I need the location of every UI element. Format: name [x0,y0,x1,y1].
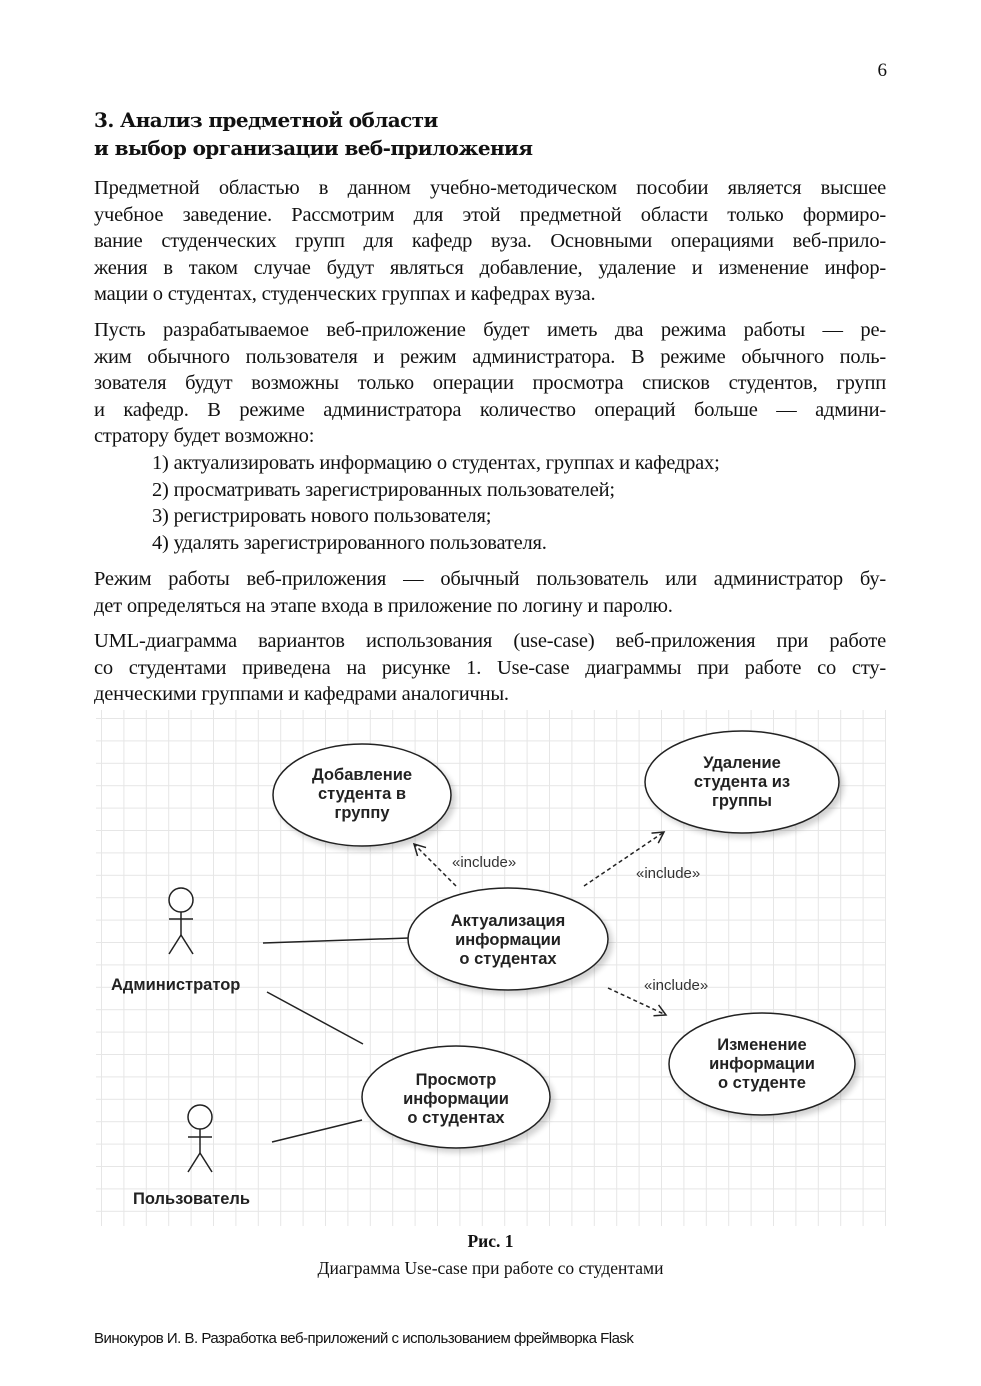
use-case-update-student-info [408,888,608,990]
use-case-label: Добавление [311,766,413,784]
text-line: со студентами приведена на рисунке 1. Use-case диаграммы при работе со сту- [94,656,886,679]
list-item: 1) актуализировать информацию о студентах, группах и кафедрах; [152,452,720,474]
list-item: 4) удалять зарегистрированного пользователя. [152,531,547,554]
section-heading-line-1: 3. Анализ предметной области [94,108,438,132]
include-label: «include» [452,854,517,871]
use-case-view-student-info [362,1046,550,1148]
text-line: Предметной областью в данном учебно-методическом пособии является высшее [94,177,886,199]
actor-label: Пользователь [133,1190,251,1208]
text-line: стратору будет возможно: [94,425,315,447]
use-case-label: информации [455,931,561,949]
use-case-label: студента из [693,773,791,791]
text-line: мации о студентах, студенческих группах и кафедрах вуза. [94,283,596,305]
page-footer: Винокуров И. В. Разработка веб-приложений с использованием фреймворка Flask [94,1330,634,1347]
section-heading-line-2: и выбор организации веб-приложения [94,136,533,160]
text-line: вание студенческих групп для кафедр вуза. Основными операциями веб-прило- [94,230,886,252]
use-case-label: о студенте [718,1074,806,1092]
use-case-label: группу [334,804,390,822]
use-case-label: о студентах [459,950,557,968]
list-item: 3) регистрировать нового пользователя; [152,505,492,527]
use-case-label: Актуализация [450,912,566,930]
use-case-label: группы [712,792,772,810]
text-line: учебное заведение. Рассмотрим для этой предметной области только формиро- [94,203,886,226]
text-line: жим обычного пользователя и режим администратора. В режиме обычного поль- [94,345,886,368]
paragraph-3 [94,566,886,619]
operations-list [152,450,720,556]
paragraph-2 [94,317,886,450]
figure-caption-text: Диаграмма Use-case при работе со студентами [317,1258,664,1278]
use-case-label: студента в [317,785,407,803]
text-line: Режим работы веб-приложения — обычный пользователь или администратор бу- [94,568,886,590]
text-line: дет определяться на этапе входа в приложение по логину и паролю. [94,594,673,617]
page-number: 6 [877,60,887,81]
use-case-label: Просмотр [415,1071,497,1089]
text-line: и кафедр. В режиме администратора количество операций больше — админи- [94,398,886,421]
text-line: Пусть разрабатываемое веб-приложение будет иметь два режима работы — ре- [94,319,886,341]
figure-caption-title: Рис. 1 [467,1231,514,1251]
use-case-remove-student [645,731,839,833]
use-case-diagram [96,710,886,1226]
actor-label: Администратор [111,976,241,994]
list-item: 2) просматривать зарегистрированных пользователей; [152,478,615,501]
use-case-add-student [273,744,451,846]
use-case-label: информации [709,1055,815,1073]
use-case-edit-student-info [669,1013,855,1115]
use-case-label: информации [403,1090,509,1108]
paragraph-4 [94,628,886,708]
use-case-label: Удаление [703,754,781,772]
text-line: UML-диаграмма вариантов использования (use-case) веб-приложения при работе [94,630,886,652]
use-case-label: о студентах [407,1109,505,1127]
text-line: денческими группами и кафедрами аналогичны. [94,683,509,705]
text-line: зователя будут возможны только операции просмотра списков студентов, групп [94,372,886,394]
paragraph-1 [94,175,886,308]
section-heading [94,106,532,162]
include-label: «include» [636,865,701,882]
include-label: «include» [644,977,709,994]
text-line: жения в таком случае будут являться добавление, удаление и изменение инфор- [94,256,886,279]
use-case-label: Изменение [717,1036,807,1054]
